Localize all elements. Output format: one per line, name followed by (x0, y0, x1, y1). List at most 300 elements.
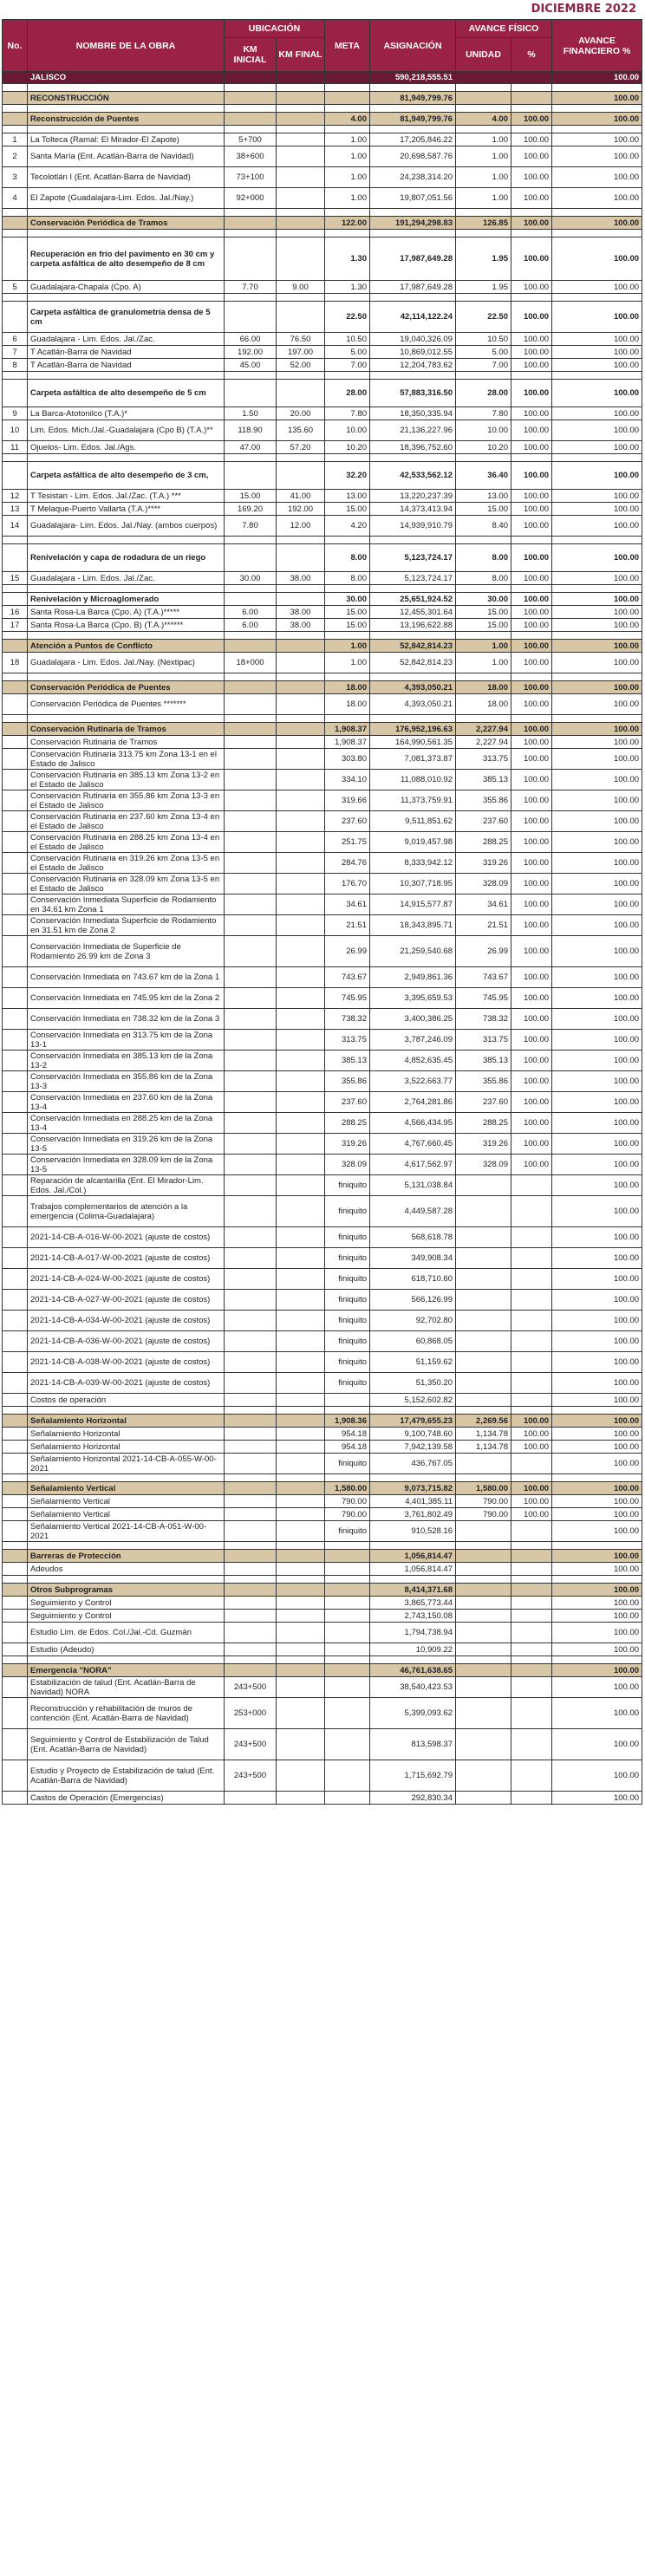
work-name: Lim. Edos. Mich./Jal.-Guadalajara (Cpo B) (T.A.)** (28, 420, 225, 441)
work-name: Guadalajara - Lim. Edos. Jal./Zac. (28, 572, 225, 585)
work-name: Adeudos (28, 1563, 225, 1576)
assignment-amount: 9,073,715.82 (370, 1482, 456, 1495)
work-name (28, 715, 225, 723)
assignment-amount: 1,056,814.47 (370, 1550, 456, 1563)
meta-value: finiquito (325, 1227, 370, 1248)
physical-percent: 100.00 (511, 770, 552, 790)
physical-percent (511, 1227, 552, 1248)
meta-value: finiquito (325, 1521, 370, 1542)
spacer-row (3, 715, 642, 723)
meta-value: 251.75 (325, 832, 370, 853)
spacer-row (3, 105, 642, 113)
physical-unit: 13.00 (456, 490, 511, 503)
physical-percent (511, 1760, 552, 1792)
km-final (277, 126, 325, 133)
km-final (277, 462, 325, 490)
assignment-amount (370, 673, 456, 681)
row-number (3, 1643, 28, 1656)
physical-percent (511, 294, 552, 302)
table-row (3, 894, 642, 915)
work-name (28, 209, 225, 217)
meta-value: 15.00 (325, 619, 370, 632)
meta-value: finiquito (325, 1269, 370, 1290)
row-number (3, 1495, 28, 1508)
financial-percent: 100.00 (552, 113, 642, 126)
km-inicial (225, 1623, 277, 1643)
work-name: Conservación Inmediata en 385.13 km de la Zona 13-2 (28, 1051, 225, 1071)
physical-percent (511, 72, 552, 84)
physical-unit (456, 1290, 511, 1311)
physical-percent (511, 1290, 552, 1311)
spacer-row (3, 372, 642, 380)
km-final: 135.60 (277, 420, 325, 441)
km-final (277, 1352, 325, 1373)
financial-percent: 100.00 (552, 237, 642, 281)
assignment-amount: 349,908.34 (370, 1248, 456, 1269)
meta-value: 34.61 (325, 894, 370, 915)
financial-percent (552, 715, 642, 723)
meta-value: 10.20 (325, 441, 370, 454)
physical-percent: 100.00 (511, 380, 552, 407)
km-inicial (225, 1495, 277, 1508)
assignment-amount: 5,123,724.17 (370, 572, 456, 585)
row-number (3, 1290, 28, 1311)
physical-percent: 100.00 (511, 572, 552, 585)
financial-percent: 100.00 (552, 1352, 642, 1373)
km-inicial: 18+000 (225, 653, 277, 673)
physical-unit: 1.00 (456, 640, 511, 653)
km-final (277, 1563, 325, 1576)
physical-percent: 100.00 (511, 503, 552, 516)
km-final (277, 894, 325, 915)
row-number (3, 967, 28, 988)
row-number (3, 1792, 28, 1805)
row-number (3, 1311, 28, 1331)
km-final (277, 673, 325, 681)
meta-value: 288.25 (325, 1113, 370, 1134)
financial-percent (552, 84, 642, 92)
physical-unit (456, 1664, 511, 1677)
km-final (277, 915, 325, 936)
financial-percent: 100.00 (552, 346, 642, 359)
physical-unit: 2,227.94 (456, 723, 511, 736)
physical-percent (511, 1474, 552, 1482)
km-final (277, 1009, 325, 1030)
physical-percent (511, 454, 552, 462)
financial-percent: 100.00 (552, 380, 642, 407)
meta-value (325, 1610, 370, 1623)
meta-value (325, 209, 370, 217)
meta-value (325, 585, 370, 593)
row-number: 11 (3, 441, 28, 454)
km-final (277, 1482, 325, 1495)
physical-unit: 745.95 (456, 988, 511, 1009)
km-final (277, 133, 325, 146)
table-row (3, 1521, 642, 1542)
physical-unit: 237.60 (456, 1092, 511, 1113)
meta-value (325, 92, 370, 105)
meta-value (325, 1542, 370, 1550)
row-number (3, 237, 28, 281)
km-final: 52.00 (277, 359, 325, 372)
row-number (3, 1373, 28, 1394)
meta-value: 21.51 (325, 915, 370, 936)
km-final: 192.00 (277, 503, 325, 516)
assignment-amount: 25,651,924.52 (370, 593, 456, 606)
physical-percent (511, 1248, 552, 1269)
km-final (277, 653, 325, 673)
work-name: Conservación Inmediata Superficie de Rodamiento en 34.61 km Zona 1 (28, 894, 225, 915)
meta-value: finiquito (325, 1248, 370, 1269)
meta-value: 7.80 (325, 407, 370, 420)
km-inicial (225, 1290, 277, 1311)
financial-percent: 100.00 (552, 1175, 642, 1196)
meta-value: 790.00 (325, 1508, 370, 1521)
work-name: Reconstrucción de Puentes (28, 113, 225, 126)
assignment-amount: 10,909.22 (370, 1643, 456, 1656)
work-name: Conservación Periódica de Puentes ******* (28, 694, 225, 715)
meta-value (325, 1664, 370, 1677)
physical-unit (456, 209, 511, 217)
financial-percent (552, 1576, 642, 1584)
financial-percent: 100.00 (552, 894, 642, 915)
physical-unit (456, 1373, 511, 1394)
physical-unit (456, 1584, 511, 1597)
km-final: 38.00 (277, 606, 325, 619)
financial-percent: 100.00 (552, 420, 642, 441)
physical-percent (511, 1394, 552, 1407)
physical-percent (511, 1656, 552, 1664)
financial-percent: 100.00 (552, 1610, 642, 1623)
header-ubicacion: UBICACIÓN (225, 20, 325, 38)
row-number (3, 1521, 28, 1542)
row-number (3, 640, 28, 653)
row-number (3, 380, 28, 407)
assignment-amount: 17,205,846.22 (370, 133, 456, 146)
physical-unit: 288.25 (456, 1113, 511, 1134)
work-name: Atención a Puntos de Conflicto (28, 640, 225, 653)
financial-percent: 100.00 (552, 988, 642, 1009)
table-row (3, 1792, 642, 1805)
physical-percent: 100.00 (511, 874, 552, 894)
work-name (28, 632, 225, 640)
km-final (277, 1196, 325, 1227)
km-inicial (225, 1542, 277, 1550)
km-inicial (225, 72, 277, 84)
financial-percent (552, 454, 642, 462)
row-number (3, 1407, 28, 1415)
work-name: El Zapote (Guadalajara-Lim. Edos. Jal./Nay.) (28, 188, 225, 209)
assignment-amount: 11,088,010.92 (370, 770, 456, 790)
km-final (277, 1248, 325, 1269)
km-final (277, 874, 325, 894)
km-final (277, 1227, 325, 1248)
assignment-amount: 590,218,555.51 (370, 72, 456, 84)
section-row (3, 462, 642, 490)
meta-value: 7.00 (325, 359, 370, 372)
work-name: 2021-14-CB-A-027-W-00-2021 (ajuste de costos) (28, 1290, 225, 1311)
physical-unit: 313.75 (456, 749, 511, 770)
section-row (3, 1482, 642, 1495)
financial-percent: 100.00 (552, 1441, 642, 1454)
physical-percent: 100.00 (511, 694, 552, 715)
financial-percent: 100.00 (552, 1664, 642, 1677)
assignment-amount: 81,949,799.76 (370, 113, 456, 126)
work-name: T Acatlán-Barra de Navidad (28, 346, 225, 359)
physical-unit (456, 715, 511, 723)
physical-unit: 18.00 (456, 694, 511, 715)
physical-percent (511, 1352, 552, 1373)
assignment-amount: 19,807,051.56 (370, 188, 456, 209)
assignment-amount: 81,949,799.76 (370, 92, 456, 105)
meta-value (325, 1729, 370, 1760)
km-inicial (225, 302, 277, 333)
assignment-amount: 42,533,562.12 (370, 462, 456, 490)
financial-percent: 100.00 (552, 1563, 642, 1576)
km-inicial (225, 92, 277, 105)
physical-unit (456, 1623, 511, 1643)
header-avance-financiero: AVANCE FINANCIERO % (552, 20, 642, 72)
assignment-amount: 9,100,748.60 (370, 1428, 456, 1441)
row-number (3, 593, 28, 606)
km-final (277, 84, 325, 92)
km-inicial (225, 894, 277, 915)
km-inicial (225, 632, 277, 640)
row-number: 16 (3, 606, 28, 619)
physical-unit: 8.00 (456, 572, 511, 585)
physical-unit: 1.00 (456, 653, 511, 673)
work-name (28, 537, 225, 544)
work-name: Conservación Rutinaria en 237.60 km Zona 13-4 en el Estado de Jalisco (28, 811, 225, 832)
table-row (3, 572, 642, 585)
km-final (277, 1656, 325, 1664)
physical-percent (511, 1698, 552, 1729)
financial-percent: 100.00 (552, 133, 642, 146)
km-inicial (225, 988, 277, 1009)
row-number (3, 1248, 28, 1269)
financial-percent (552, 294, 642, 302)
km-final (277, 1428, 325, 1441)
meta-value: 1.00 (325, 146, 370, 167)
table-row (3, 1698, 642, 1729)
assignment-amount: 17,987,649.28 (370, 237, 456, 281)
work-name: 2021-14-CB-A-036-W-00-2021 (ajuste de costos) (28, 1331, 225, 1352)
row-number (3, 1092, 28, 1113)
km-inicial (225, 790, 277, 811)
row-number (3, 1196, 28, 1227)
work-name: Conservación Inmediata en 237.60 km de la Zona 13-4 (28, 1092, 225, 1113)
physical-percent (511, 209, 552, 217)
meta-value (325, 1643, 370, 1656)
assignment-amount: 2,949,861.36 (370, 967, 456, 988)
assignment-amount (370, 537, 456, 544)
meta-value (325, 1597, 370, 1610)
row-number (3, 1474, 28, 1482)
assignment-amount: 14,939,910.79 (370, 516, 456, 537)
km-final (277, 1729, 325, 1760)
km-final (277, 544, 325, 572)
financial-percent: 100.00 (552, 770, 642, 790)
physical-percent: 100.00 (511, 302, 552, 333)
row-number (3, 811, 28, 832)
spacer-row (3, 673, 642, 681)
physical-percent (511, 1597, 552, 1610)
financial-percent: 100.00 (552, 188, 642, 209)
work-name: Conservación Inmediata Superficie de Rodamiento en 31.51 km de Zona 2 (28, 915, 225, 936)
work-name: Renivelación y capa de rodadura de un riego (28, 544, 225, 572)
table-row (3, 281, 642, 294)
assignment-amount (370, 1656, 456, 1664)
physical-unit: 1.95 (456, 237, 511, 281)
work-name: Señalamiento Vertical (28, 1508, 225, 1521)
physical-unit (456, 105, 511, 113)
table-row (3, 988, 642, 1009)
km-final (277, 811, 325, 832)
row-number (3, 1415, 28, 1428)
physical-percent: 100.00 (511, 681, 552, 694)
financial-percent: 100.00 (552, 1760, 642, 1792)
km-final (277, 1290, 325, 1311)
assignment-amount: 1,794,738.94 (370, 1623, 456, 1643)
financial-percent (552, 585, 642, 593)
physical-percent: 100.00 (511, 988, 552, 1009)
header-km-final: KM FINAL (277, 38, 325, 72)
km-inicial (225, 1113, 277, 1134)
km-inicial: 6.00 (225, 606, 277, 619)
km-inicial (225, 770, 277, 790)
km-final (277, 1051, 325, 1071)
work-name: Seguimiento y Control (28, 1597, 225, 1610)
physical-unit: 8.40 (456, 516, 511, 537)
physical-percent (511, 1643, 552, 1656)
physical-unit (456, 1521, 511, 1542)
work-name: Guadalajara- Lim. Edos. Jal./Nay. (ambos cuerpos) (28, 516, 225, 537)
assignment-amount: 14,373,413.94 (370, 503, 456, 516)
row-number: 5 (3, 281, 28, 294)
row-number (3, 230, 28, 237)
financial-percent: 100.00 (552, 217, 642, 230)
km-inicial (225, 1009, 277, 1030)
work-name: Conservación Inmediata en 738.32 km de la Zona 3 (28, 1009, 225, 1030)
km-inicial (225, 1792, 277, 1805)
physical-unit: 34.61 (456, 894, 511, 915)
physical-unit: 1.95 (456, 281, 511, 294)
financial-percent (552, 1656, 642, 1664)
physical-unit: 126.85 (456, 217, 511, 230)
table-row (3, 516, 642, 537)
physical-unit (456, 372, 511, 380)
physical-percent: 100.00 (511, 606, 552, 619)
assignment-amount: 4,617,562.97 (370, 1155, 456, 1175)
financial-percent: 100.00 (552, 653, 642, 673)
assignment-amount: 3,787,246.09 (370, 1030, 456, 1051)
km-final (277, 1407, 325, 1415)
km-inicial: 92+000 (225, 188, 277, 209)
physical-percent: 100.00 (511, 1071, 552, 1092)
work-name (28, 372, 225, 380)
km-final (277, 167, 325, 188)
physical-percent (511, 1563, 552, 1576)
table-row (3, 1597, 642, 1610)
header-asignacion: ASIGNACIÓN (370, 20, 456, 72)
meta-value (325, 72, 370, 84)
financial-percent: 100.00 (552, 619, 642, 632)
km-final (277, 1394, 325, 1407)
meta-value (325, 294, 370, 302)
meta-value: 284.76 (325, 853, 370, 874)
meta-value: 319.26 (325, 1134, 370, 1155)
meta-value (325, 372, 370, 380)
header-avance-fisico: AVANCE FÍSICO (456, 20, 552, 38)
physical-percent (511, 105, 552, 113)
assignment-amount (370, 294, 456, 302)
row-number (3, 217, 28, 230)
km-final (277, 454, 325, 462)
physical-unit (456, 1269, 511, 1290)
physical-unit (456, 1248, 511, 1269)
meta-value: 8.00 (325, 544, 370, 572)
meta-value (325, 1760, 370, 1792)
table-row (3, 1441, 642, 1454)
km-inicial (225, 1175, 277, 1196)
table-row (3, 1155, 642, 1175)
row-number (3, 537, 28, 544)
header-km-inicial: KM INICIAL (225, 38, 277, 72)
physical-percent (511, 1407, 552, 1415)
physical-unit: 1.00 (456, 133, 511, 146)
km-inicial (225, 1373, 277, 1394)
work-name: RECONSTRUCCIÓN (28, 92, 225, 105)
assignment-amount: 8,414,371.68 (370, 1584, 456, 1597)
assignment-amount: 910,528.16 (370, 1521, 456, 1542)
row-number (3, 1428, 28, 1441)
work-name: Carpeta asfáltica de granulometría densa de 5 cm (28, 302, 225, 333)
financial-percent: 100.00 (552, 1428, 642, 1441)
physical-unit: 8.00 (456, 544, 511, 572)
km-final (277, 1623, 325, 1643)
meta-value (325, 105, 370, 113)
table-row (3, 333, 642, 346)
row-number (3, 770, 28, 790)
km-inicial (225, 380, 277, 407)
row-number (3, 749, 28, 770)
physical-percent: 100.00 (511, 359, 552, 372)
spacer-row (3, 454, 642, 462)
work-name: Renivelación y Microaglomerado (28, 593, 225, 606)
table-row (3, 606, 642, 619)
financial-percent: 100.00 (552, 1373, 642, 1394)
financial-percent: 100.00 (552, 92, 642, 105)
section-row (3, 380, 642, 407)
km-final (277, 1664, 325, 1677)
km-inicial (225, 1030, 277, 1051)
financial-percent: 100.00 (552, 516, 642, 537)
meta-value (325, 1584, 370, 1597)
row-number (3, 1698, 28, 1729)
km-inicial (225, 1643, 277, 1656)
km-final (277, 105, 325, 113)
financial-percent: 100.00 (552, 749, 642, 770)
assignment-amount: 3,395,659.53 (370, 988, 456, 1009)
meta-value: 1,580.00 (325, 1482, 370, 1495)
km-final (277, 537, 325, 544)
km-final (277, 1415, 325, 1428)
physical-unit: 28.00 (456, 380, 511, 407)
physical-percent (511, 92, 552, 105)
financial-percent: 100.00 (552, 1134, 642, 1155)
assignment-amount: 14,915,577.87 (370, 894, 456, 915)
physical-unit: 790.00 (456, 1495, 511, 1508)
